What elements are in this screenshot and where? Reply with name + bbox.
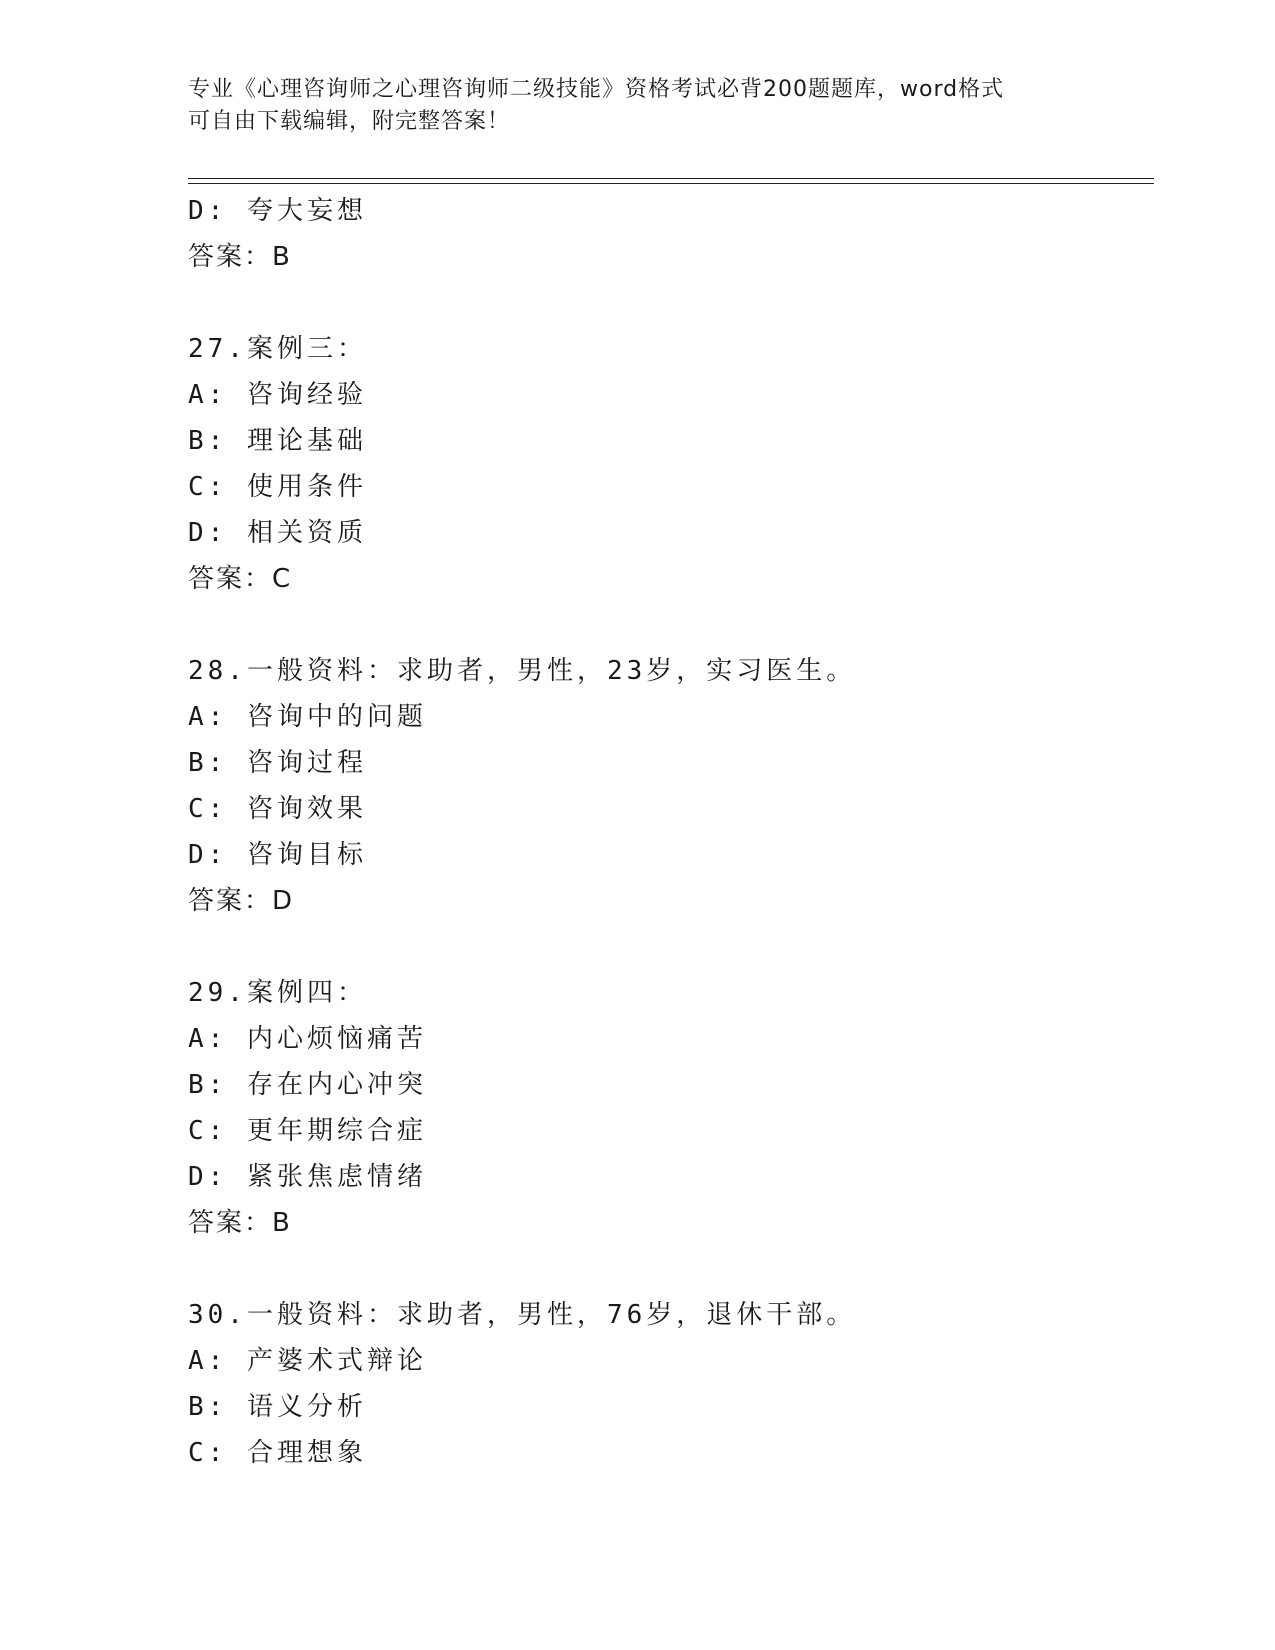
header-title-line-2: 可自由下载编辑，附完整答案！ bbox=[188, 109, 511, 134]
spacer bbox=[188, 1246, 1148, 1292]
option-b: B: 语义分析 bbox=[188, 1392, 367, 1422]
option-b: B: 理论基础 bbox=[188, 426, 367, 456]
question-stem-28: 28.一般资料：求助者，男性，23岁，实习医生。 bbox=[188, 656, 857, 686]
option-c: C: 咨询效果 bbox=[188, 794, 367, 824]
option-d: D: 相关资质 bbox=[188, 518, 367, 548]
spacer bbox=[188, 280, 1148, 326]
option-a: A: 产婆术式辩论 bbox=[188, 1346, 427, 1376]
header-divider-top bbox=[188, 178, 1154, 179]
option-c: C: 使用条件 bbox=[188, 472, 367, 502]
answer-line: 答案：D bbox=[188, 886, 295, 916]
question-stem-29: 29.案例四： bbox=[188, 978, 367, 1008]
option-b: B: 咨询过程 bbox=[188, 748, 367, 778]
answer-line: 答案：B bbox=[188, 1208, 292, 1238]
option-d: D: 夸大妄想 bbox=[188, 196, 367, 226]
option-a: A: 咨询中的问题 bbox=[188, 702, 427, 732]
question-stem-27: 27.案例三： bbox=[188, 334, 367, 364]
option-a: A: 内心烦恼痛苦 bbox=[188, 1024, 427, 1054]
header-title-line-1: 专业《心理咨询师之心理咨询师二级技能》资格考试必背200题题库，word格式 bbox=[188, 77, 1005, 102]
option-d: D: 咨询目标 bbox=[188, 840, 367, 870]
answer-line: 答案：B bbox=[188, 242, 292, 272]
question-list bbox=[188, 188, 1148, 1476]
spacer bbox=[188, 924, 1148, 970]
option-a: A: 咨询经验 bbox=[188, 380, 367, 410]
header-divider-bottom bbox=[188, 183, 1154, 184]
option-c: C: 合理想象 bbox=[188, 1438, 367, 1468]
option-d: D: 紧张焦虑情绪 bbox=[188, 1162, 427, 1192]
document-header bbox=[188, 74, 1088, 138]
option-c: C: 更年期综合症 bbox=[188, 1116, 427, 1146]
answer-line: 答案：C bbox=[188, 564, 293, 594]
option-b: B: 存在内心冲突 bbox=[188, 1070, 427, 1100]
spacer bbox=[188, 602, 1148, 648]
question-stem-30: 30.一般资料：求助者，男性，76岁，退休干部。 bbox=[188, 1300, 857, 1330]
